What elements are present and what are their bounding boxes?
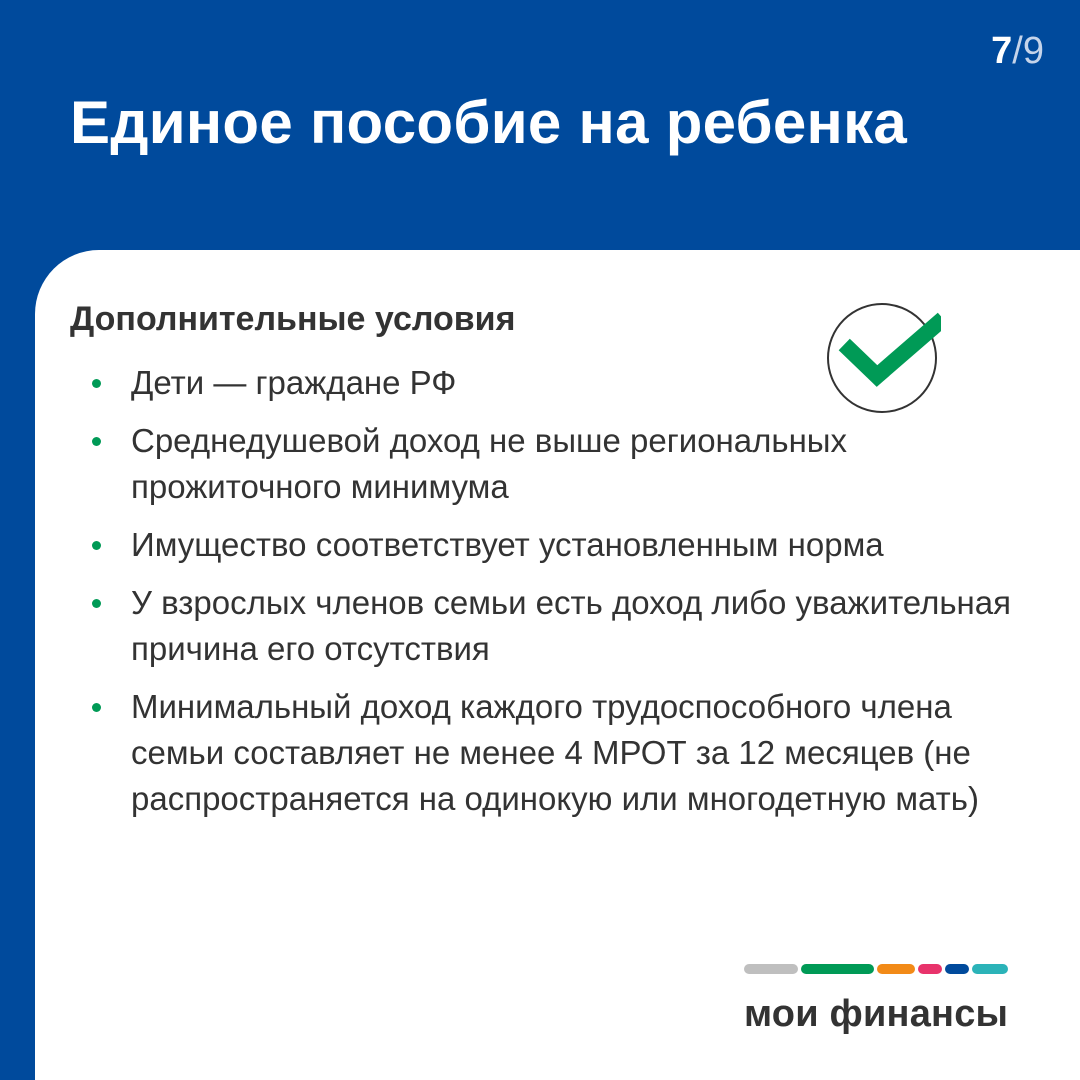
condition-item	[92, 580, 1032, 672]
bullet-dot-icon	[92, 703, 101, 712]
brand-stripe-segment	[744, 964, 798, 974]
condition-text: Дети — граждане РФ	[131, 364, 457, 401]
condition-text: У взрослых членов семьи есть доход либо уважительная причина его отсутствия	[131, 584, 1011, 667]
brand-color-stripe	[744, 964, 1008, 974]
conditions-list	[92, 360, 1032, 834]
brand-stripe-segment	[801, 964, 875, 974]
bullet-dot-icon	[92, 599, 101, 608]
brand-stripe-segment	[945, 964, 969, 974]
section-heading: Дополнительные условия	[70, 300, 516, 338]
bullet-dot-icon	[92, 541, 101, 550]
page-counter-current: 7	[991, 30, 1013, 72]
page-title: Единое пособие на ребенка	[70, 89, 908, 156]
condition-item	[92, 522, 1032, 568]
condition-item	[92, 684, 1032, 822]
brand-stripe-segment	[877, 964, 915, 974]
brand-logo	[744, 964, 1008, 1036]
condition-text: Среднедушевой доход не выше региональных прожиточного минимума	[131, 422, 848, 505]
content-card	[35, 250, 1080, 1080]
condition-text: Минимальный доход каждого трудоспособного члена семьи составляет не менее 4 МРОТ за 12 месяцев (не распространяется на одинокую или многодетную мать)	[131, 688, 979, 817]
page-counter-total: 9	[1022, 30, 1044, 72]
condition-item	[92, 360, 1032, 406]
condition-text: Имущество соответствует установленным норма	[131, 526, 884, 563]
bullet-dot-icon	[92, 437, 101, 446]
page-counter-separator: /	[1012, 30, 1023, 72]
bullet-dot-icon	[92, 379, 101, 388]
brand-stripe-segment	[918, 964, 942, 974]
condition-item	[92, 418, 1032, 510]
brand-stripe-segment	[972, 964, 1008, 974]
page-counter	[991, 30, 1044, 73]
brand-name: мои финансы	[744, 993, 1009, 1035]
